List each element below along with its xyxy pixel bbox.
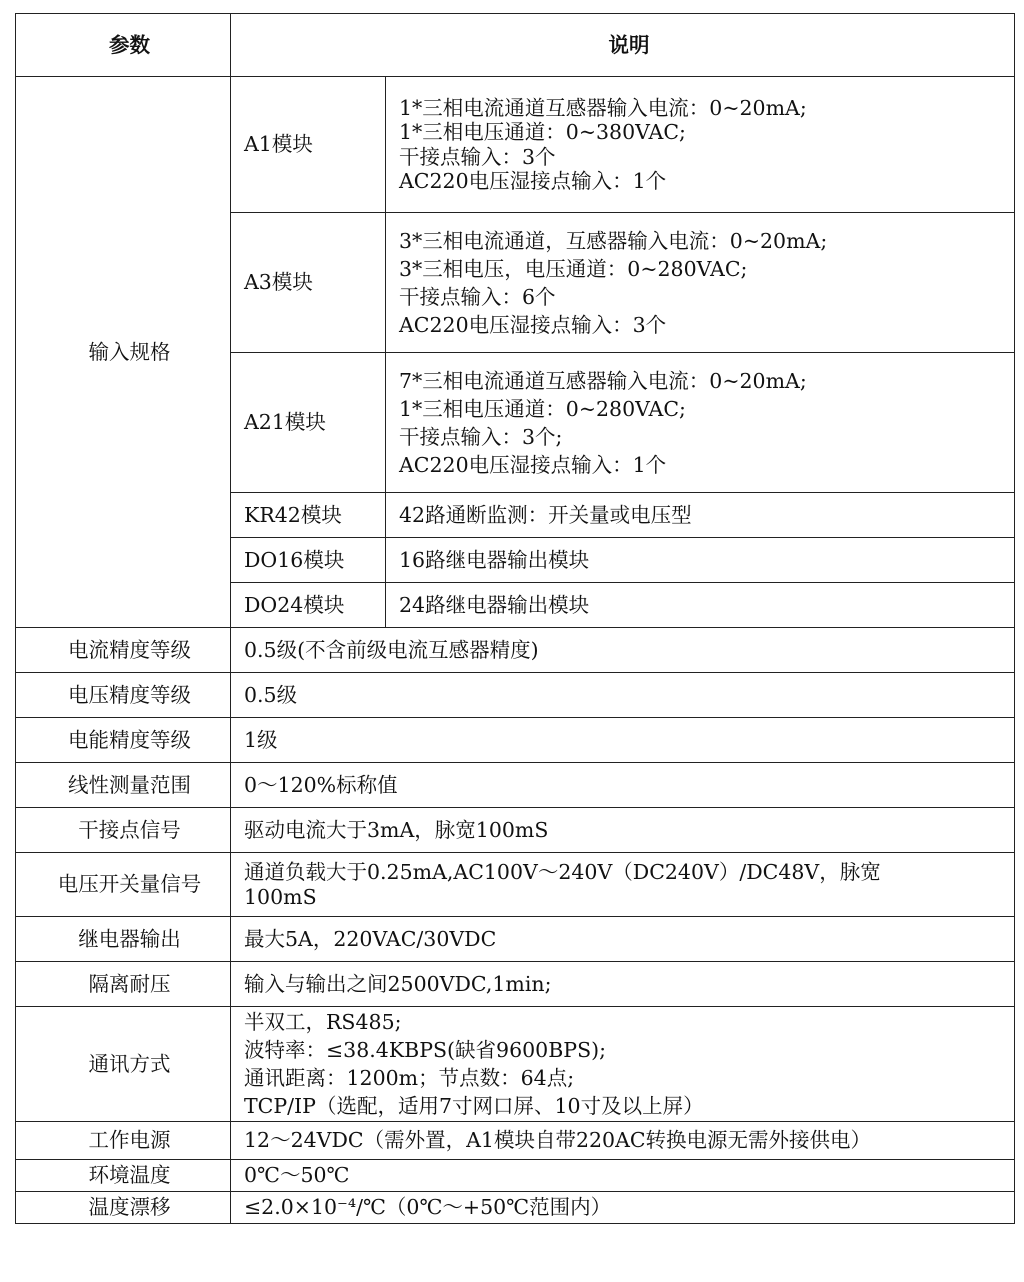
- param-value: [231, 1007, 1015, 1122]
- desc-line: 3*三相电流通道，互感器输入电流：0~20mA;: [399, 228, 828, 253]
- desc-line: 3*三相电压，电压通道：0~280VAC;: [399, 256, 748, 281]
- table-row: [16, 962, 1015, 1007]
- param-value: 最大5A，220VAC/30VDC: [231, 917, 1015, 962]
- param-label: 通讯方式: [16, 1007, 231, 1122]
- param-label: 温度漂移: [16, 1192, 231, 1224]
- table-row: [16, 673, 1015, 718]
- desc-line: 干接点输入：3个: [399, 144, 556, 169]
- table-row: [16, 628, 1015, 673]
- module-name: A3模块: [231, 213, 386, 353]
- table-row: [16, 808, 1015, 853]
- param-value: 0.5级: [231, 673, 1015, 718]
- desc-line: AC220电压湿接点输入：1个: [399, 169, 667, 193]
- module-desc: [386, 213, 1015, 353]
- param-value: 驱动电流大于3mA，脉宽100mS: [231, 808, 1015, 853]
- value-line: 波特率：≤38.4KBPS(缺省9600BPS);: [244, 1038, 607, 1062]
- desc-line: 7*三相电流通道互感器输入电流：0~20mA;: [399, 368, 807, 393]
- value-line: 通讯距离：1200m；节点数：64点;: [244, 1066, 575, 1090]
- table-row: [16, 853, 1015, 917]
- param-value: 0.5级(不含前级电流互感器精度): [231, 628, 1015, 673]
- table-row: [16, 1192, 1015, 1224]
- module-desc: [386, 353, 1015, 493]
- param-value: 0℃～50℃: [231, 1160, 1015, 1192]
- desc-line: 干接点输入：6个: [399, 284, 556, 309]
- param-label: 继电器输出: [16, 917, 231, 962]
- desc-line: 1*三相电压通道：0~280VAC;: [399, 396, 686, 421]
- param-label: 线性测量范围: [16, 763, 231, 808]
- param-value: 12～24VDC（需外置，A1模块自带220AC转换电源无需外接供电）: [231, 1122, 1015, 1160]
- param-value: ≤2.0×10⁻⁴/℃（0℃～+50℃范围内）: [231, 1192, 1015, 1224]
- value-line: 100mS: [244, 884, 317, 909]
- input-spec-label: 输入规格: [16, 77, 231, 628]
- param-value: [231, 853, 1015, 917]
- desc-line: AC220电压湿接点输入：1个: [399, 452, 667, 477]
- desc-line: 1*三相电流通道互感器输入电流：0~20mA;: [399, 95, 807, 120]
- value-line: 半双工，RS485;: [244, 1010, 402, 1034]
- param-label: 电流精度等级: [16, 628, 231, 673]
- table-row: [16, 917, 1015, 962]
- module-name: A21模块: [231, 353, 386, 493]
- param-label: 工作电源: [16, 1122, 231, 1160]
- module-name: DO16模块: [231, 538, 386, 583]
- value-line: 通道负载大于0.25mA,AC100V～240V（DC240V）/DC48V，脉宽: [244, 860, 881, 884]
- param-value: 输入与输出之间2500VDC,1min;: [231, 962, 1015, 1007]
- module-name: KR42模块: [231, 493, 386, 538]
- table-row: [16, 763, 1015, 808]
- module-desc: 42路通断监测：开关量或电压型: [386, 493, 1015, 538]
- param-label: 电能精度等级: [16, 718, 231, 763]
- module-name: A1模块: [231, 77, 386, 213]
- header-desc: 说明: [231, 14, 1015, 77]
- value-line: TCP/IP（选配，适用7寸网口屏、10寸及以上屏）: [244, 1094, 704, 1118]
- desc-line: 1*三相电压通道：0~380VAC;: [399, 120, 686, 144]
- table-row: [16, 1122, 1015, 1160]
- table-header-row: [16, 14, 1015, 77]
- module-desc: [386, 77, 1015, 213]
- spec-table: [15, 13, 1015, 1224]
- module-name: DO24模块: [231, 583, 386, 628]
- table-row: [16, 1007, 1015, 1122]
- table-row: [16, 718, 1015, 763]
- param-label: 隔离耐压: [16, 962, 231, 1007]
- module-desc: 16路继电器输出模块: [386, 538, 1015, 583]
- table-row: [16, 77, 1015, 213]
- table-row: [16, 1160, 1015, 1192]
- desc-line: AC220电压湿接点输入：3个: [399, 312, 667, 337]
- param-label: 干接点信号: [16, 808, 231, 853]
- module-desc: 24路继电器输出模块: [386, 583, 1015, 628]
- param-label: 环境温度: [16, 1160, 231, 1192]
- desc-line: 干接点输入：3个;: [399, 424, 563, 449]
- param-label: 电压开关量信号: [16, 853, 231, 917]
- param-label: 电压精度等级: [16, 673, 231, 718]
- param-value: 0～120%标称值: [231, 763, 1015, 808]
- header-param: 参数: [16, 14, 231, 77]
- param-value: 1级: [231, 718, 1015, 763]
